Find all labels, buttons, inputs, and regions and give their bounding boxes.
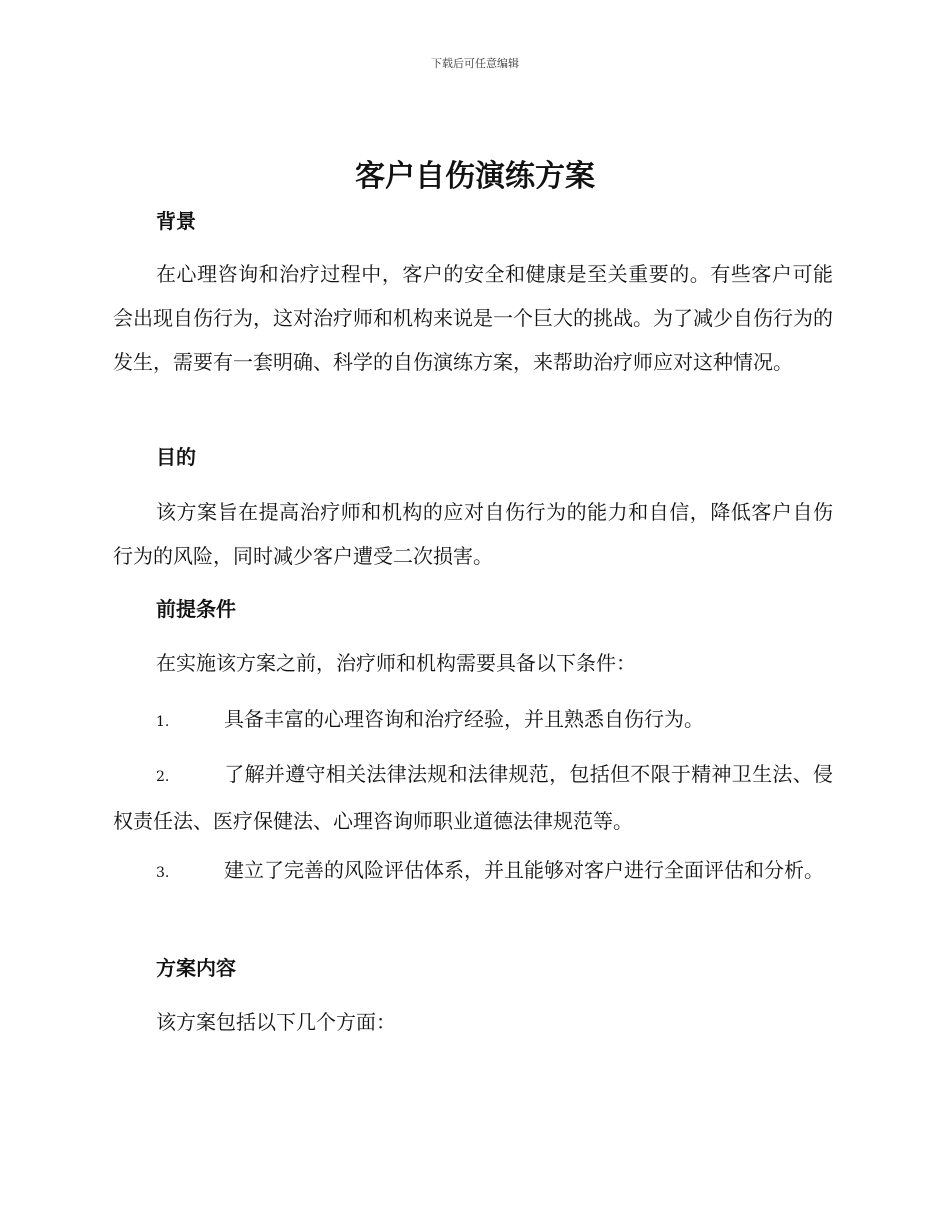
paragraph-purpose: 该方案旨在提高治疗师和机构的应对自伤行为的能力和自信，降低客户自伤行为的风险，同时减少客户遭受二次损害。 <box>113 500 833 568</box>
section-background <box>113 206 833 236</box>
paragraph-background: 在心理咨询和治疗过程中，客户的安全和健康是至关重要的。有些客户可能会出现自伤行为，这对治疗师和机构来说是一个巨大的挑战。为了减少自伤行为的发生，需要有一套明确、科学的自伤演练方案，来帮助治疗师应对这种情况。 <box>113 262 833 374</box>
section-heading-purpose: 目的 <box>156 445 196 469</box>
list-item <box>113 752 833 843</box>
section-content-intro <box>113 1000 833 1044</box>
prerequisite-item-1 <box>113 697 833 744</box>
paragraph-prerequisites-intro: 在实施该方案之前，治疗师和机构需要具备以下条件： <box>156 651 636 675</box>
section-heading-prerequisites: 前提条件 <box>156 597 236 621</box>
section-purpose <box>113 442 833 472</box>
list-item <box>113 697 833 744</box>
section-prerequisites <box>113 594 833 624</box>
section-heading-background: 背景 <box>156 209 196 233</box>
prerequisite-item-2 <box>113 752 833 843</box>
section-prerequisites-intro <box>113 641 833 685</box>
list-text: 了解并遵守相关法律法规和法律规范，包括但不限于精神卫生法、侵权责任法、医疗保健法、心理咨询师职业道德法律规范等。 <box>113 762 833 833</box>
document-title: 客户自伤演练方案 <box>355 159 595 194</box>
list-text: 具备丰富的心理咨询和治疗经验，并且熟悉自伤行为。 <box>224 707 704 731</box>
list-item <box>113 848 833 895</box>
list-text: 建立了完善的风险评估体系，并且能够对客户进行全面评估和分析。 <box>224 858 824 882</box>
section-purpose-body <box>113 490 833 578</box>
list-number: 2. <box>156 769 170 785</box>
section-content <box>113 953 833 983</box>
prerequisite-item-3 <box>113 848 833 895</box>
list-number: 3. <box>156 865 170 881</box>
header-note: 下载后可任意编辑 <box>431 57 519 70</box>
paragraph-content-intro: 该方案包括以下几个方面： <box>156 1010 396 1034</box>
section-heading-content: 方案内容 <box>156 956 236 980</box>
section-background-body <box>113 252 833 384</box>
list-number: 1. <box>156 714 170 730</box>
